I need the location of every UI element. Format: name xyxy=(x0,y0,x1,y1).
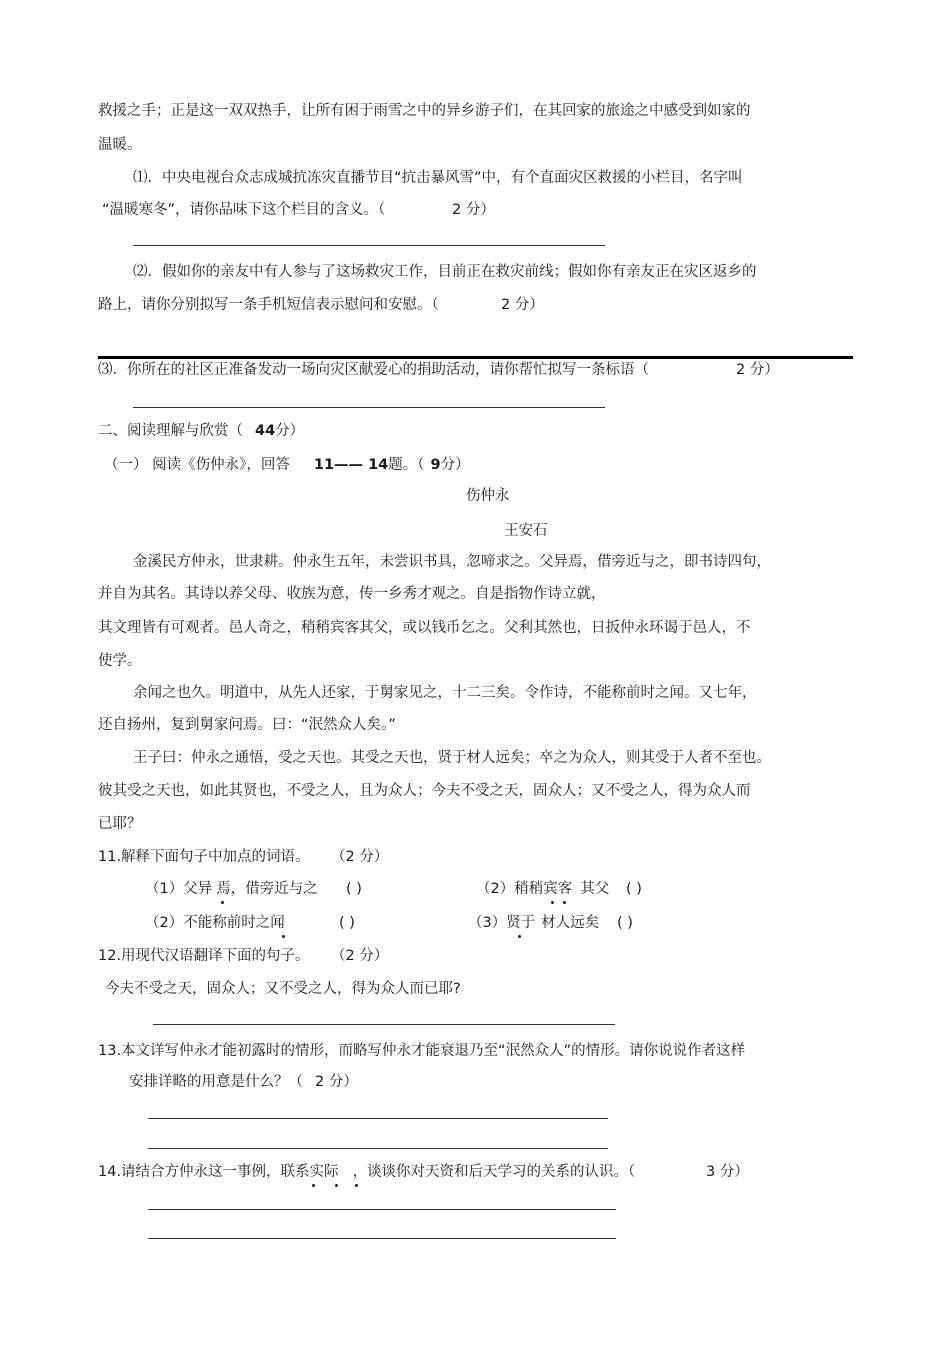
q11-item-4-blank[interactable]: ( ) xyxy=(617,915,633,931)
q2-line-1: ⑵．假如你的亲友中有人参与了这场救灾工作，目前正在救灾前线；假如你有亲友正在灾区返乡的 xyxy=(133,264,757,280)
q14-text: 14.请结合方仲永这一事例，联系实际 ，谈谈你对天资和后天学习的关系的认识。（ xyxy=(98,1164,636,1180)
passage-p2-line-1: 余闻之也久。明道中，从先人还家，于舅家见之，十二三矣。令作诗，不能称前时之闻。又七年， xyxy=(133,685,757,701)
q1-answer-line[interactable] xyxy=(133,245,605,246)
passage-p3-line-3: 已耶？ xyxy=(98,816,142,832)
q13-answer-line-2[interactable] xyxy=(148,1148,608,1149)
q11-item-3: （2）不能称前时之闻 xyxy=(145,915,285,931)
emphasis-dot xyxy=(518,935,521,938)
q3-answer-line[interactable] xyxy=(133,407,605,408)
q13-line-1: 13.本文详写仲永才能初露时的情形，而略写仲永才能衰退乃至“泯然众人”的情形。请你说说作者这样 xyxy=(98,1043,746,1059)
emphasis-dot xyxy=(551,901,554,904)
q1-line-2: “温暖寒冬”，请你品味下这个栏目的含义。（ xyxy=(102,202,386,218)
q11-item-2: （2）稍稍宾客 其父 xyxy=(476,881,610,897)
q13-points: 2 分） xyxy=(315,1074,358,1090)
emphasis-dot xyxy=(312,1184,315,1187)
emphasis-dot xyxy=(355,1184,358,1187)
passage-p3-line-1: 王子曰：仲永之通悟，受之天也。其受之天也，贤于材人远矣；卒之为众人，则其受于人者不至也。 xyxy=(133,750,771,766)
q12-sentence: 今夫不受之天，固众人；又不受之人，得为众人而已耶? xyxy=(105,981,461,997)
q1-points: 2 分） xyxy=(452,202,495,218)
q11-stem: 11.解释下面句子中加点的词语。 xyxy=(98,849,310,865)
q3-text: ⑶．你所在的社区正准备发动一场向灾区献爱心的捐助活动，请你帮忙拟写一条标语（ xyxy=(98,362,649,378)
q1-line-1: ⑴．中央电视台众志成城抗冻灾直播节目“抗击暴风雪”中，有个直面灾区救援的小栏目，名字叫 xyxy=(133,170,743,186)
q11-item-1-blank[interactable]: ( ) xyxy=(346,881,362,897)
intro-line-1: 救援之手；正是这一双双热手，让所有困于雨雪之中的异乡游子们，在其回家的旅途之中感受到如家的 xyxy=(98,103,751,119)
q12-answer-line[interactable] xyxy=(153,1024,615,1025)
emphasis-dot xyxy=(335,1184,338,1187)
q11-item-3-blank[interactable]: ( ) xyxy=(339,915,355,931)
q13-answer-line-1[interactable] xyxy=(148,1118,608,1119)
q2-line-2: 路上，请你分别拟写一条手机短信表示慰问和安慰。（ xyxy=(98,297,439,313)
q12-points: （2 分） xyxy=(331,948,389,964)
intro-line-2: 温暖。 xyxy=(98,137,142,153)
passage-p1-line-3: 其文理皆有可观者。邑人奇之，稍稍宾客其父，或以钱币乞之。父利其然也，日扳仲永环谒于邑人，不 xyxy=(98,620,751,636)
q3-points: 2 分） xyxy=(736,362,779,378)
q14-points: 3 分） xyxy=(706,1164,749,1180)
q11-item-1: （1）父异 焉，借旁近与之 xyxy=(145,881,318,897)
q12-stem: 12.用现代汉语翻译下面的句子。 xyxy=(98,948,310,964)
passage-title: 伤仲永 xyxy=(466,488,510,504)
passage-p2-line-2: 还自扬州，复到舅家问焉。曰：“泯然众人矣。” xyxy=(98,717,396,733)
passage-p1-line-4: 使学。 xyxy=(98,653,142,669)
q2-points: 2 分） xyxy=(501,297,544,313)
q11-item-2-blank[interactable]: ( ) xyxy=(626,881,642,897)
emphasis-dot xyxy=(221,901,224,904)
q13-line-2: 安排详略的用意是什么？（ xyxy=(129,1074,303,1090)
q14-answer-line-1[interactable] xyxy=(148,1209,616,1210)
q14-answer-line-2[interactable] xyxy=(148,1238,616,1239)
emphasis-dot xyxy=(282,935,285,938)
emphasis-dot xyxy=(563,901,566,904)
section-2-heading: 二、阅读理解与欣赏（ 44分） xyxy=(98,423,305,439)
passage-p1-line-2: 并自为其名。其诗以养父母、收族为意，传一乡秀才观之。自是指物作诗立就， xyxy=(98,586,606,602)
q11-item-4: （3）贤于 材人远矣 xyxy=(468,915,600,931)
passage-author: 王安石 xyxy=(504,523,548,539)
part-1-heading: （一） 阅读《伤仲永》，回答 11—— 14题。（ 9分） xyxy=(104,457,470,473)
q11-points: （2 分） xyxy=(331,849,389,865)
passage-p3-line-2: 彼其受之天也，如此其贤也，不受之人，且为众人；今夫不受之天，固众人；又不受之人，得为众人而 xyxy=(98,783,751,799)
page-divider xyxy=(98,356,853,359)
passage-p1-line-1: 金溪民方仲永，世隶耕。仲永生五年，未尝识书具，忽啼求之。父异焉，借旁近与之，即书诗四句， xyxy=(133,554,771,570)
